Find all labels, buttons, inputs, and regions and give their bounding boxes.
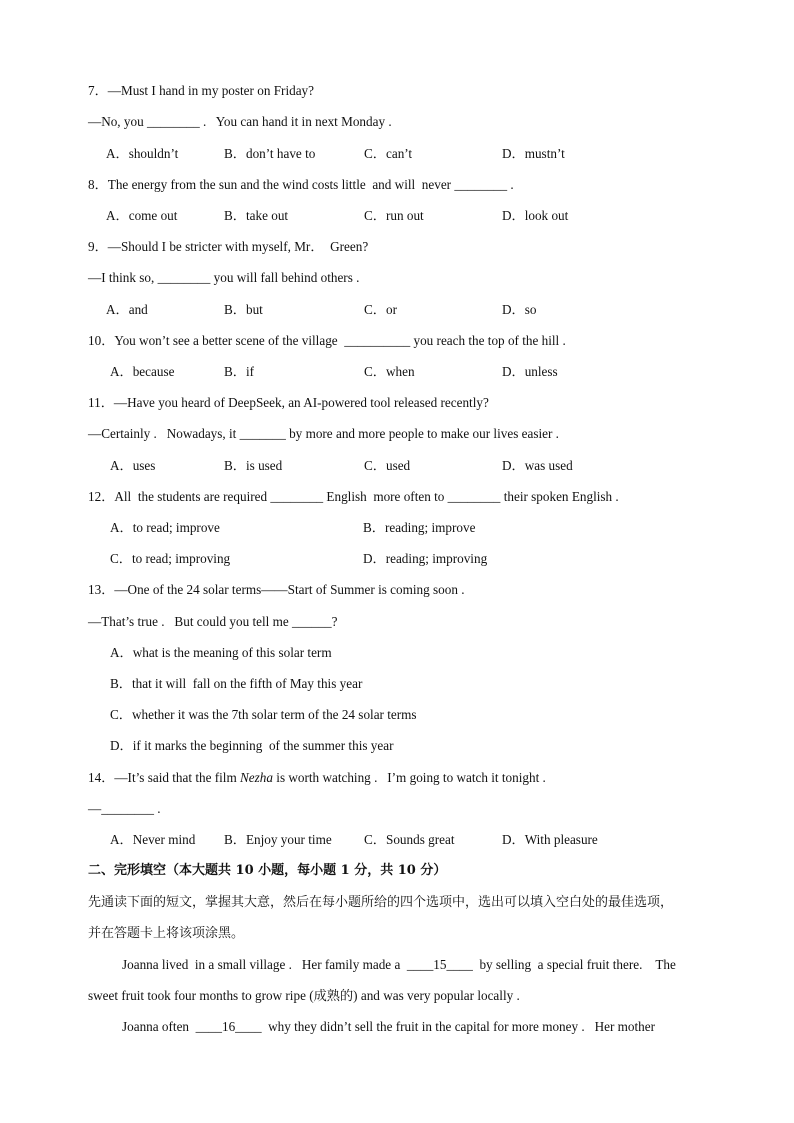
question-8-option-c: C．run out [364,208,424,223]
question-14-option-d: D．With pleasure [502,832,598,847]
question-9-stem: 9．—Should I be stricter with myself, Mr． Green? [88,239,369,254]
question-9-option-c: C．or [364,302,397,317]
question-10-option-c: C．when [364,364,415,379]
question-14-option-b: B．Enjoy your time [224,832,332,847]
question-9-option-a: A．and [106,302,148,317]
section-instruction-line-2: 并在答题卡上将该项涂黑。 [88,926,245,941]
question-10-option-a: A．because [110,364,175,379]
question-13-option-b: B．that it will fall on the fifth of May this year [110,676,363,691]
film-title: Nezha [240,770,273,785]
question-13-option-d: D．if it marks the beginning of the summer this year [110,738,394,753]
question-8-option-b: B．take out [224,208,289,223]
question-12-option-a: A．to read; improve [110,520,220,535]
passage-line-3: Joanna often ____16____ why they didn’t sell the fruit in the capital for more money . Her mother [122,1019,655,1034]
section-heading: 二、完形填空（本大题共 10 小题，每小题 1 分，共 10 分） [88,863,447,878]
question-11-option-b: B．is used [224,458,283,473]
question-7-reply: —No, you ________ . You can hand it in next Monday . [88,114,392,129]
question-14-stem-post: is worth watching . I’m going to watch it tonight . [272,770,546,785]
question-7-option-a: A．shouldn’t [106,146,179,161]
question-12-option-b: B．reading; improve [363,520,476,535]
question-13-option-a: A．what is the meaning of this solar term [110,645,332,660]
passage-line-2: sweet fruit took four months to grow ripe (成熟的) and was very popular locally . [88,988,520,1003]
question-10-stem: 10．You won’t see a better scene of the village __________ you reach the top of the hill . [88,333,566,348]
question-7-option-d: D．mustn’t [502,146,565,161]
question-10-option-b: B．if [224,364,255,379]
question-14-stem [88,769,546,787]
question-12-option-d: D．reading; improving [363,551,488,566]
question-7-stem: 7．—Must I hand in my poster on Friday? [88,83,314,98]
question-14-stem-pre: 14．—It’s said that the film [88,770,241,785]
question-11-stem: 11．—Have you heard of DeepSeek, an AI-powered tool released recently? [88,395,489,410]
passage-line-1: Joanna lived in a small village . Her family made a ____15____ by selling a special fruit there. The [122,957,676,972]
question-14-reply: —________ . [88,801,161,816]
question-13-stem: 13．—One of the 24 solar terms——Start of Summer is coming soon . [88,582,465,597]
question-8-stem: 8．The energy from the sun and the wind costs little and will never ________ . [88,177,514,192]
question-12-option-c: C．to read; improving [110,551,231,566]
question-9-option-d: D．so [502,302,537,317]
question-11-option-d: D．was used [502,458,573,473]
section-instruction-line-1: 先通读下面的短文，掌握其大意，然后在每小题所给的四个选项中，选出可以填入空白处的最佳选项， [88,895,674,910]
question-14-option-c: C．Sounds great [364,832,455,847]
question-9-option-b: B．but [224,302,263,317]
question-11-reply: —Certainly . Nowadays, it _______ by more and more people to make our lives easier . [88,426,559,441]
question-13-option-c: C．whether it was the 7th solar term of the 24 solar terms [110,707,417,722]
question-10-option-d: D．unless [502,364,558,379]
question-11-option-a: A．uses [110,458,156,473]
question-13-reply: —That’s true . But could you tell me ______? [88,614,338,629]
question-8-option-a: A．come out [106,208,178,223]
question-8-option-d: D．look out [502,208,569,223]
question-9-reply: —I think so, ________ you will fall behind others . [88,270,360,285]
question-11-option-c: C．used [364,458,411,473]
question-12-stem: 12．All the students are required ________ English more often to ________ their spoken English . [88,489,619,504]
question-7-option-b: B．don’t have to [224,146,316,161]
question-7-option-c: C．can’t [364,146,413,161]
question-14-option-a: A．Never mind [110,832,196,847]
